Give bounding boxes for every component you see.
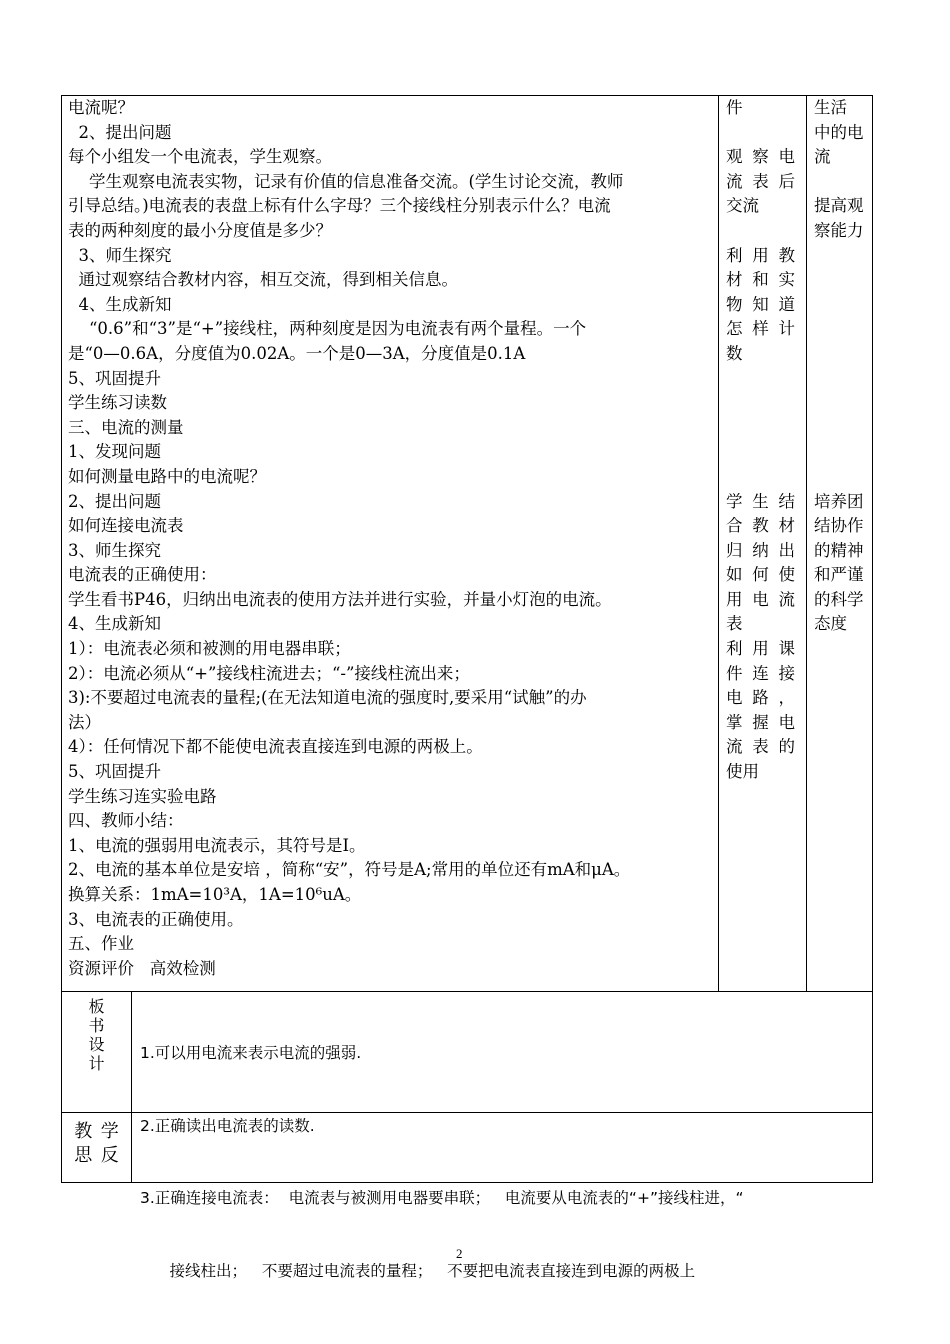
process-line: 五、作业 [68,934,134,954]
activity-line [726,416,795,441]
process-line: 5、巩固提升 [68,762,161,782]
intent-line [814,440,870,465]
board-label-char: 书 [88,1016,105,1035]
activity-line: 掌 握 电 [726,712,795,732]
reflection-content [140,1120,865,1175]
intent-line: 中的电 [814,122,864,142]
activity-line: 使用 [726,762,759,782]
label-column-divider [131,991,132,1183]
process-line: 5、巩固提升 [68,368,161,388]
teaching-process-text [68,96,714,981]
board-label-char: 设 [88,1035,105,1054]
board-label-char: 板 [88,997,105,1016]
reflection-label-char: 学 [100,1121,119,1142]
activity-line: 观 察 电 [726,147,795,167]
column-divider-1 [718,95,719,992]
process-line: 2、提出问题 [68,122,172,142]
process-line: 1、电流的强弱用电流表示，其符号是I。 [68,835,366,855]
reflection-label-char: 思 [74,1145,93,1166]
board-item: 接线柱出； 不要超过电流表的量程； 不要把电流表直接连到电源的两极上 [140,1261,696,1280]
process-line: 法） [68,712,101,732]
intent-line [814,416,870,441]
activity-line [726,465,795,490]
activity-line: 如 何 使 [726,565,795,585]
activity-line: 材 和 实 [726,270,795,290]
activity-line: 件 [726,98,743,117]
process-line: 4、生成新知 [68,294,172,314]
reflection-label-char: 反 [100,1145,119,1166]
activity-line: 合 教 材 [726,516,795,536]
process-line: 3、师生探究 [68,540,161,560]
row-divider-board [61,991,873,992]
intent-line [814,317,870,342]
activity-line: 流 表 的 [726,737,795,757]
intent-line [814,268,870,293]
intent-line [814,342,870,367]
process-line: 学生练习读数 [68,393,167,413]
table-border-right [872,95,873,1183]
process-line: 如何测量电路中的电流呢？ [68,466,266,486]
intent-line: 生活 [814,98,847,117]
intent-line: 态度 [814,614,847,634]
activity-line [726,440,795,465]
process-line: 表的两种刻度的最小分度值是多少？ [68,220,332,240]
process-line: 3、电流表的正确使用。 [68,909,244,929]
board-item: 3.正确连接电流表： 电流表与被测用电器要串联； 电流要从电流表的“+”接线柱进，“ [140,1189,744,1208]
intent-line: 的精神 [814,540,864,560]
process-line: 2）：电流必须从“+”接线柱流进去；“-”接线柱流出来； [68,663,470,683]
activity-line: 学 生 结 [726,491,795,511]
activity-line: 表 [726,614,743,634]
process-line: 学生练习连实验电路 [68,786,217,806]
process-line: 学生看书P46，归纳出电流表的使用方法并进行实验，并量小灯泡的电流。 [68,589,612,609]
process-line: 2、电流的基本单位是安培 ，简称“安”，符号是A;常用的单位还有mA和μA。 [68,860,631,880]
intent-line: 和严谨 [814,565,864,585]
process-line: 资源评价 高效检测 [68,958,216,978]
intent-line: 结协作 [814,516,864,536]
intent-line [814,391,870,416]
process-line: 2、提出问题 [68,491,161,511]
board-item: 1.可以用电流来表示电流的强弱. [140,1044,362,1062]
intent-line: 流 [814,147,831,167]
activity-line: 怎 样 计 [726,319,795,339]
intent-line [814,293,870,318]
intent-line [814,244,870,269]
activity-line [726,219,795,244]
process-line: 电流表的正确使用： [68,565,217,585]
activity-line: 归 纳 出 [726,540,795,560]
process-line: 3):不要超过电流表的量程;(在无法知道电流的强度时,要采用“试触”的办 [68,688,587,708]
process-line: 1）：电流表必须和被测的用电器串联； [68,639,351,659]
design-intent-text [814,96,870,637]
activity-line: 利 用 教 [726,245,795,265]
student-activity-text [726,96,795,785]
board-label-char: 计 [88,1054,105,1073]
board-design-label [62,997,131,1073]
process-line: 电流呢？ [68,98,134,117]
board-item: 2.正确读出电流表的读数. [140,1116,315,1135]
activity-line: 件 连 接 [726,663,795,683]
activity-line [726,391,795,416]
intent-line: 察能力 [814,220,864,240]
reflection-label-char: 教 [74,1121,93,1142]
activity-line: 流 表 后 [726,171,795,191]
intent-line: 培养团 [814,491,864,511]
activity-line: 数 [726,343,743,363]
intent-line: 提高观 [814,196,864,216]
intent-line: 的科学 [814,589,864,609]
process-line: 如何连接电流表 [68,516,184,536]
process-line: 4）：任何情况下都不能使电流表直接连到电源的两极上。 [68,737,483,757]
activity-line [726,367,795,392]
page-number: 2 [456,1246,463,1261]
process-line: 四、教师小结： [68,811,184,831]
intent-line [814,465,870,490]
activity-line: 用 电 流 [726,589,795,609]
process-line: 每个小组发一个电流表，学生观察。 [68,147,332,167]
process-line: 通过观察结合教材内容，相互交流，得到相关信息。 [68,270,458,290]
process-line: 3、师生探究 [68,245,172,265]
activity-line: 电 路 ， [726,688,795,708]
process-line: “0.6”和“3”是“+”接线柱，两种刻度是因为电流表有两个量程。一个 [68,319,587,339]
column-divider-2 [806,95,807,992]
process-line: 学生观察电流表实物，记录有价值的信息准备交流。(学生讨论交流，教师 [68,171,624,191]
process-line: 1、发现问题 [68,442,161,462]
activity-line [726,121,795,146]
activity-line: 交流 [726,196,759,216]
intent-line [814,170,870,195]
activity-line: 物 知 道 [726,294,795,314]
reflection-label [62,1120,131,1168]
intent-line [814,367,870,392]
process-line: 三、电流的测量 [68,417,184,437]
process-line: 引导总结。)电流表的表盘上标有什么字母？三个接线柱分别表示什么？电流 [68,196,611,216]
process-line: 换算关系：1mA=10³A，1A=10⁶uA。 [68,885,362,904]
process-line: 是“0—0.6A，分度值为0.02A。一个是0—3A，分度值是0.1A [68,343,526,363]
process-line: 4、生成新知 [68,614,161,634]
activity-line: 利 用 课 [726,639,795,659]
